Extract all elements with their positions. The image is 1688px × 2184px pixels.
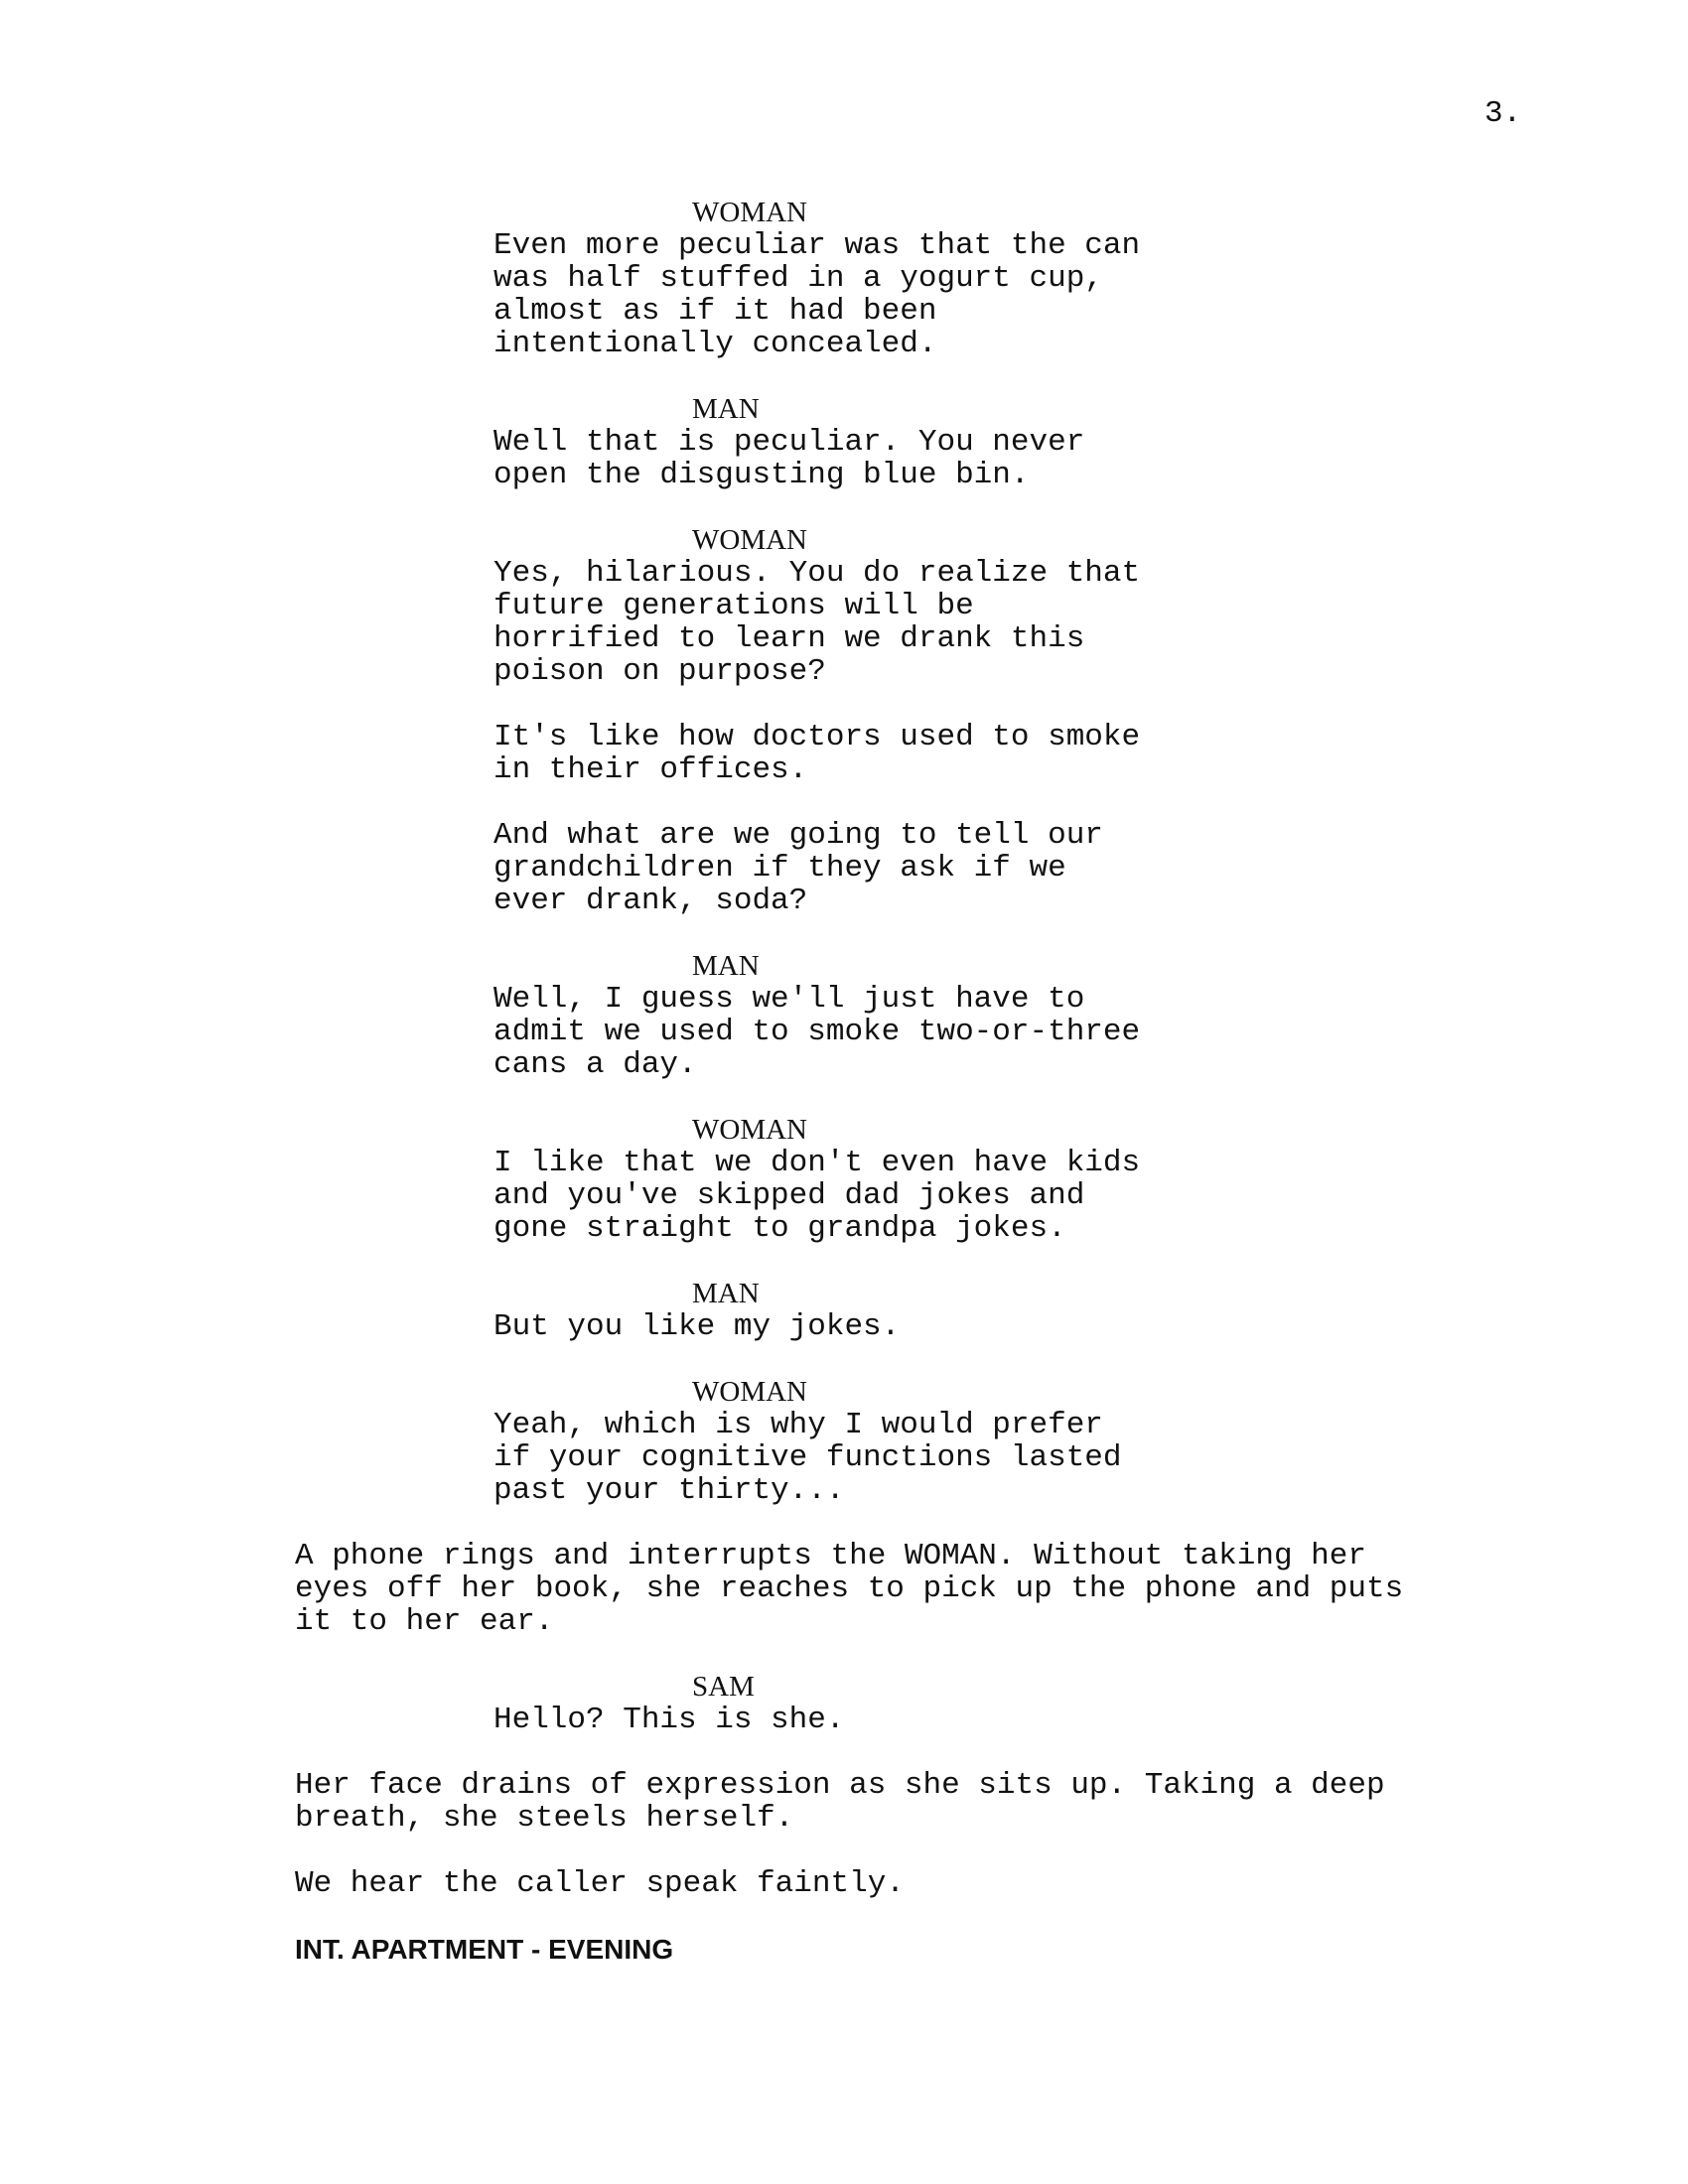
dialogue-text: Well that is peculiar. You never open the disgusting blue bin. — [493, 425, 1085, 492]
character-name: WOMAN — [692, 524, 807, 556]
dialogue-block — [493, 1376, 1208, 1507]
character-name: MAN — [692, 393, 760, 425]
character-name: MAN — [692, 1278, 760, 1309]
dialogue-block — [493, 1114, 1208, 1245]
screenplay-page — [295, 197, 1536, 1966]
dialogue-text: I like that we don't even have kids and you've skipped dad jokes and gone straight to grandpa jokes. — [493, 1146, 1141, 1246]
dialogue-text: And what are we going to tell our grandchildren if they ask if we ever drank, soda? — [493, 818, 1103, 918]
dialogue-block — [493, 197, 1208, 360]
dialogue-text: Hello? This is she. — [493, 1703, 845, 1737]
action-line: A phone rings and interrupts the WOMAN. Without taking her eyes off her book, she reaches to pick up the phone and puts it to her ear. — [295, 1539, 1404, 1639]
dialogue-block — [493, 1671, 1208, 1736]
dialogue-block — [493, 393, 1208, 491]
character-name: SAM — [692, 1671, 755, 1703]
dialogue-text: But you like my jokes. — [493, 1309, 901, 1344]
character-name: WOMAN — [692, 197, 807, 228]
action-line: We hear the caller speak faintly. — [295, 1866, 905, 1901]
dialogue-block — [493, 1278, 1208, 1343]
character-name: MAN — [692, 950, 760, 982]
dialogue-text: Yeah, which is why I would prefer if your cognitive functions lasted past your thirty... — [493, 1408, 1122, 1508]
dialogue-text: It's like how doctors used to smoke in their offices. — [493, 720, 1141, 787]
character-name: WOMAN — [692, 1114, 807, 1146]
dialogue-text: Yes, hilarious. You do realize that future generations will be horrified to learn we drank this poison on purpose? — [493, 556, 1141, 689]
character-name: WOMAN — [692, 1376, 807, 1408]
scene-heading: INT. APARTMENT - EVENING — [295, 1934, 674, 1965]
dialogue-block — [493, 950, 1208, 1081]
dialogue-text: Well, I guess we'll just have to admit we used to smoke two-or-three cans a day. — [493, 982, 1141, 1082]
page-number: 3. — [1484, 96, 1522, 131]
dialogue-text: Even more peculiar was that the can was half stuffed in a yogurt cup, almost as if it had been intentionally concealed. — [493, 228, 1141, 361]
action-line: Her face drains of expression as she sits up. Taking a deep breath, she steels herself. — [295, 1768, 1385, 1836]
dialogue-block — [493, 524, 1208, 917]
